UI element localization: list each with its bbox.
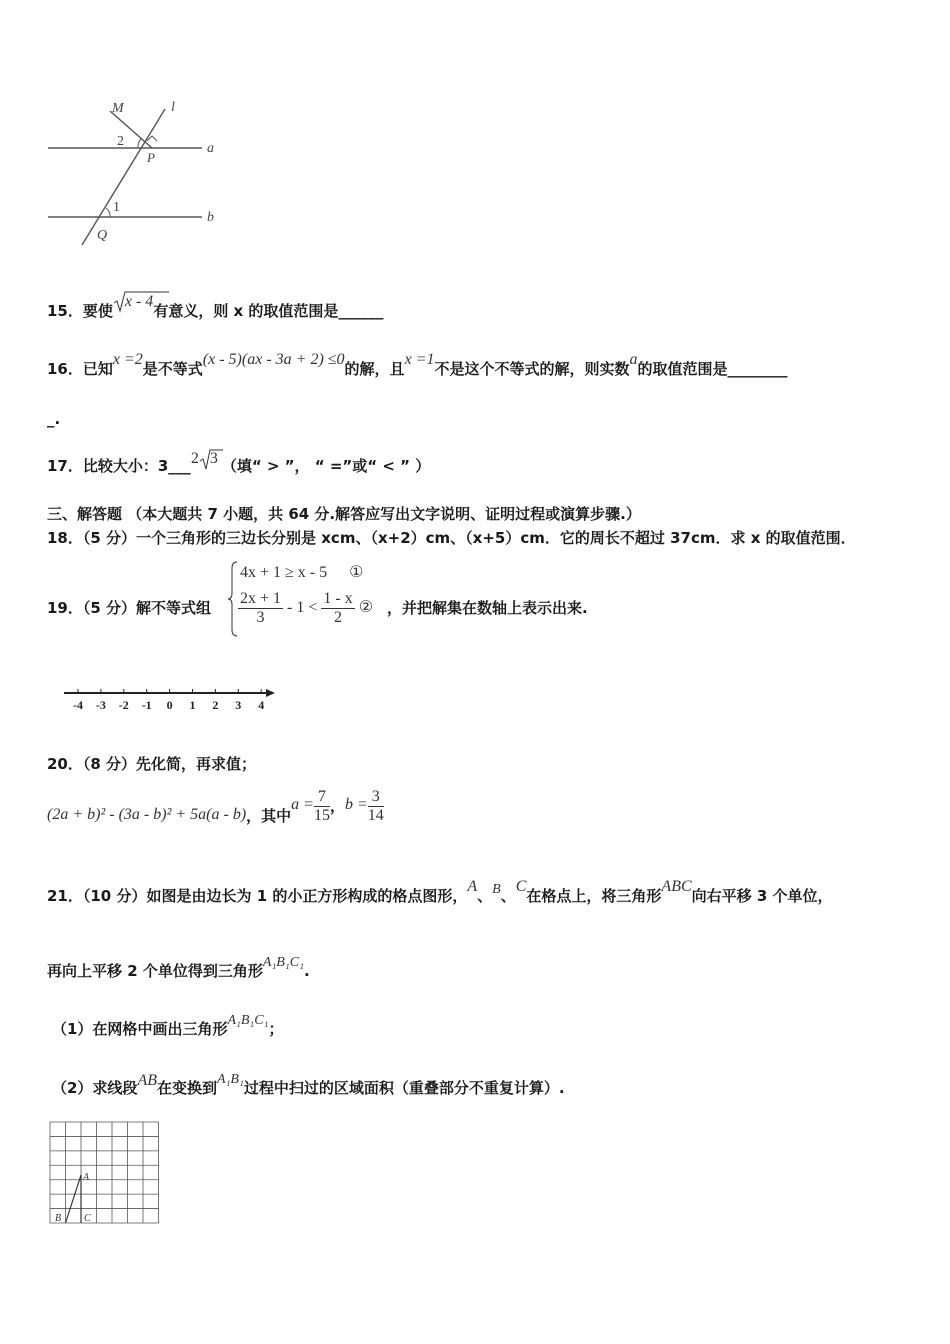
label-P: P (147, 150, 155, 165)
q19-line1 (240, 562, 363, 582)
number-line-tick-label: 2 (212, 698, 219, 712)
q19-mid: - 1 < (287, 599, 318, 617)
q17-radicand: 3 (209, 450, 218, 467)
q19-mark2: ② (358, 599, 374, 617)
q21-A: A (467, 878, 478, 895)
q21-sep2: 、 (500, 887, 516, 905)
q20-b-frac (368, 788, 384, 825)
q16-inequality: (x - 5)(ax - 3a + 2) ≤0 (202, 351, 345, 368)
radical-sign-icon (199, 449, 223, 471)
q19-suffix: ，并把解集在数轴上表示出来. (387, 599, 588, 617)
q16-mid2: 的解，且 (344, 360, 405, 378)
q15-suffix: 有意义，则 x 的取值范围是______ (153, 302, 384, 320)
q19-frac2-den: 2 (334, 609, 343, 626)
question-16 (47, 351, 788, 379)
q17-suffix: （填“ > ”， “ =”或“ < ” ） (221, 457, 431, 475)
q21-sep1: 、 (477, 887, 493, 905)
q20-b-den: 14 (367, 807, 384, 824)
label-l: l (171, 100, 175, 115)
q16-tail: _. (47, 410, 61, 428)
q20-a-num: 7 (314, 788, 330, 807)
label-a: a (207, 141, 214, 156)
question-21-line1 (47, 878, 833, 906)
number-line-tick-label: -1 (141, 698, 152, 712)
q21-sub2-seg1: A₁B₁ (217, 1072, 244, 1087)
number-line-tick-label: 1 (189, 698, 196, 712)
q20-expression-line (47, 788, 384, 825)
q15-expr: x - 4 (124, 293, 154, 310)
q16-mid3: 不是这个不等式的解，则实数 (434, 360, 630, 378)
number-line-tick-label: -3 (95, 698, 106, 712)
q20-b-num: 3 (368, 788, 384, 807)
section-3-title: 三、解答题 （本大题共 7 小题，共 64 分.解答应写出文字说明、证明过程或演算步骤.） (47, 505, 641, 523)
q16-var: a (629, 351, 638, 368)
q20-expr: (2a + b)² - (3a - b)² + 5a(a - b) (47, 806, 247, 823)
q20-a-frac (314, 788, 330, 825)
q20-a-den: 15 (313, 807, 330, 824)
grid-label-A: A (83, 1172, 90, 1183)
q19-mark1: ① (349, 564, 364, 581)
q16-suffix: 的取值范围是________ (637, 360, 788, 378)
transversal-l (82, 109, 165, 245)
q21-line1-suffix: 向右平移 3 个单位， (691, 887, 833, 905)
grid-label-B: B (55, 1213, 62, 1224)
label-2: 2 (117, 134, 124, 149)
radical-sign-icon (113, 291, 169, 313)
q20-comma: ， (329, 797, 345, 815)
q16-cond1: x =2 (112, 351, 143, 368)
number-line-tick-label: -4 (73, 698, 83, 712)
q21-sub1-prefix: （1）在网格中画出三角形 (52, 1020, 228, 1038)
q15-sqrt (113, 293, 153, 311)
q21-line2-prefix: 再向上平移 2 个单位得到三角形 (47, 962, 263, 980)
q21-line2-suffix: . (303, 962, 310, 980)
number-line-tick-label: -2 (118, 698, 129, 712)
q20-a-lhs: a = (291, 796, 314, 813)
q21-tri1: A₁B₁C₁ (262, 955, 304, 970)
q19-frac1-den: 3 (256, 609, 265, 626)
q21-sub2-suffix: 过程中扫过的区域面积（重叠部分不重复计算）. (243, 1079, 565, 1097)
q21-sub2-mid: 在变换到 (157, 1079, 218, 1097)
q17-coef: 2 (190, 450, 199, 467)
question-21-line2 (47, 955, 310, 981)
lattice-grid-figure (46, 1118, 168, 1228)
grid-label-C: C (84, 1213, 91, 1224)
parallel-lines-figure (40, 95, 230, 250)
q15-prefix: 15．要使 (47, 302, 113, 320)
question-15 (47, 293, 384, 321)
q21-sub1-suffix: ； (268, 1020, 284, 1038)
question-18: 18．（5 分）一个三角形的三边长分别是 xcm、（x+2）cm、（x+5）cm．它的周长不超过 37cm．求 x 的取值范围． (47, 529, 856, 547)
label-Q: Q (97, 228, 108, 243)
arrow-right-icon (266, 689, 275, 697)
q20-b-lhs: b = (344, 796, 368, 813)
q16-mid1: 是不等式 (142, 360, 203, 378)
q16-cond2: x =1 (404, 351, 435, 368)
number-line (62, 684, 282, 714)
label-M: M (112, 101, 124, 116)
q19-frac1-num: 2x + 1 (240, 590, 282, 607)
q19-frac2 (321, 590, 354, 627)
angle-1-arc (106, 208, 110, 217)
q21-line1-prefix: 21．（10 分）如图是由边长为 1 的小正方形构成的格点图形， (47, 887, 468, 905)
q19-ineq1: 4x + 1 ≥ x - 5 (240, 564, 328, 581)
q21-sub2-seg: AB (137, 1072, 157, 1089)
question-17 (47, 450, 431, 476)
q17-prefix: 17．比较大小：3___ (47, 457, 191, 475)
q21-B: B (492, 882, 501, 897)
question-21-sub2 (52, 1072, 565, 1098)
number-line-tick-label: 0 (166, 698, 173, 712)
label-b: b (207, 210, 214, 225)
q20-where: ，其中 (246, 807, 292, 825)
q17-expr (191, 450, 218, 467)
q19-frac2-num: 1 - x (323, 590, 353, 607)
q16-prefix: 16．已知 (47, 360, 113, 378)
q21-sub2-prefix: （2）求线段 (52, 1079, 138, 1097)
q19-line2 (238, 590, 373, 627)
question-19-prefix: 19．（5 分）解不等式组 (47, 599, 212, 617)
q21-line1-mid: 在格点上，将三角形 (526, 887, 662, 905)
number-line-tick-label: 4 (258, 698, 265, 712)
q21-C: C (515, 878, 527, 895)
question-20-title: 20．（8 分）先化简，再求值； (47, 755, 257, 773)
number-line-tick-label: 3 (235, 698, 242, 712)
question-21-sub1 (52, 1013, 284, 1039)
grid-lines (50, 1122, 159, 1223)
segment-AB (66, 1175, 82, 1223)
q21-ABC: ABC (661, 878, 692, 895)
label-1: 1 (113, 200, 120, 215)
q21-sub1-tri: A₁B₁C₁ (227, 1013, 269, 1028)
q19-frac1 (238, 590, 283, 627)
